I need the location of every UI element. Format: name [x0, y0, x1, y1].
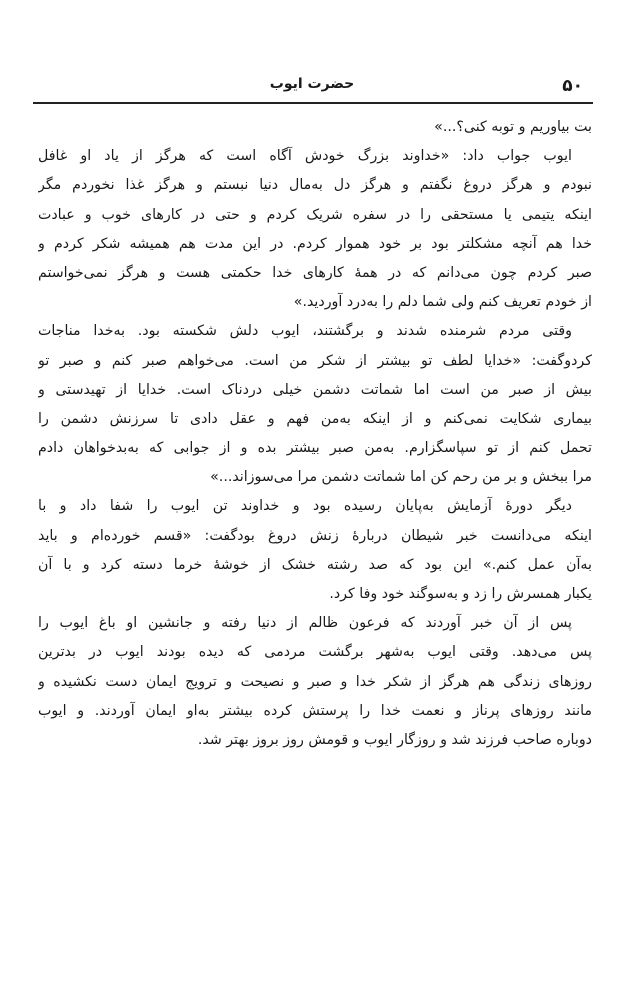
text-line: بیش از صبر من است اما شماتت دشمن خیلی دردناک است. خدایا از تهیدستی و	[38, 381, 592, 398]
text-line: دوباره صاحب فرزند شد و روزگار ایوب و قومش روز بروز بهتر شد.	[197, 731, 592, 748]
text-line: اینکه یتیمی یا مستحقی را در سفره شریک کردم و حتی در کارهای خوب و عبادت	[38, 206, 592, 223]
text-line: به‌آن عمل کنم.» این بود که صد رشته خشک از خوشهٔ خرما دسته کرد و با آن	[38, 556, 592, 573]
text-line: بت بیاوریم و توبه کنی؟...»	[434, 119, 592, 135]
text-line: یکبار همسرش را زد و به‌سوگند خود وفا کرد.	[329, 586, 592, 602]
text-line: پس از آن خبر آوردند که فرعون ظالم از دنیا رفته و جانشین او باغ ایوب را	[38, 615, 572, 632]
text-line: وقتی مردم شرمنده شدند و برگشتند، ایوب دلش شکسته بود. به‌خدا مناجات	[38, 323, 572, 340]
text-line: نبودم و هرگز دروغ نگفتم و هرگز دل به‌مال دنیا نبستم و هرگز غذا نخوردم مگر	[38, 177, 592, 194]
text-line: دیگر دورهٔ آزمایش به‌پایان رسیده بود و خداوند تن ایوب را شفا داد و با	[38, 498, 572, 515]
page-number: ۵۰	[562, 76, 583, 96]
text-line: مرا ببخش و بر من رحم کن اما شماتت دشمن مرا می‌سوزاند...»	[210, 469, 592, 486]
text-line: صبر کردم چون می‌دانم که در همهٔ کارهای خدا حکمتی هست و هرگز نمی‌خواستم	[38, 264, 592, 281]
text-line: تحمل کنم از تو سپاسگزارم. به‌من صبر بیشتر بده و از جوابی که به‌بدخواهان دادم	[38, 440, 592, 457]
text-line: خدا هم آنچه مشکلتر بود بر خود هموار کردم. در این مدت هم همیشه شکر کردم و	[38, 235, 592, 252]
text-line: از خودم تعریف کنم ولی شما دلم را به‌درد آوردید.»	[293, 294, 592, 311]
text-line: مانند روزهای پرناز و نعمت خدا را پرستش کرده بیشتر به‌او ایمان آوردند. و ایوب	[38, 702, 592, 719]
text-line: ایوب جواب داد: «خداوند بزرگ خودش آگاه است که هرگز از یاد او غافل	[38, 148, 572, 165]
text-line: کردوگفت: «خدایا لطف تو بیشتر از شکر من است. می‌خواهم صبر کنم و صبر تو	[38, 352, 592, 369]
text-line: پس می‌دهد. وقتی ایوب به‌شهر برگشت مردمی که دیده بودند ایوب در بدترین	[38, 644, 592, 661]
page-header	[33, 72, 591, 102]
text-line: اینکه می‌دانست خبر شیطان دربارهٔ زنش دروغ بودگفت: «قسم خورده‌ام و باید	[38, 527, 592, 544]
body-text	[38, 113, 592, 755]
header-rule	[33, 102, 593, 104]
text-line: بیماری شکایت نمی‌کنم و از اینکه به‌من فهم و عقل دادی تا سرزنش دشمن را	[38, 410, 592, 427]
text-line: روزهای زندگی هم هرگز از شکر خدا و صبر و نصیحت و ترویج ایمان دست نکشیده و	[38, 673, 592, 690]
running-title: حضرت ایوب	[269, 76, 355, 92]
